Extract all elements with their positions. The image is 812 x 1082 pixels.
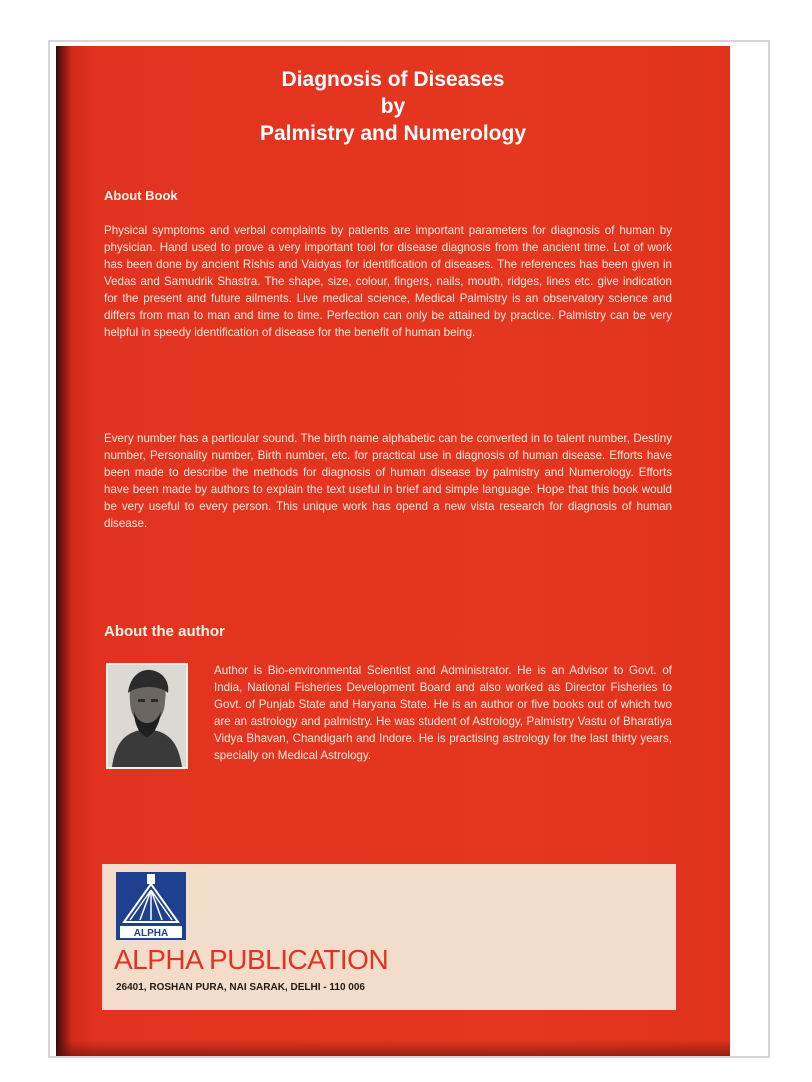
about-book-heading: About Book [104,188,178,203]
title-line-3: Palmistry and Numerology [259,122,527,145]
about-author-heading: About the author [104,623,225,640]
about-author-block [104,662,672,782]
book-back-cover [56,46,730,1056]
alpha-logo [116,872,186,940]
publisher-address: 26401, ROSHAN PURA, NAI SARAK, DELHI - 110 006 [116,982,365,993]
author-photo [106,663,188,769]
about-book-paragraph-2: Every number has a particular sound. The birth name alphabetic can be converted in to talent number, Destiny number, Personality number, Birth number, etc. for practical use in diagnosis of human disease. Efforts have been made to describe the methods for diagnosis of human disease by palmistry and Numerology. Efforts have been made by authors to explain the text useful in brief and simple language. Hope that this book would be very useful to every person. This unique work has opend a new vista research for diagnosis of human disease. [104,432,672,530]
publisher-band [102,864,676,1010]
about-author-text: Author is Bio-environmental Scientist and Administrator. He is an Advisor to Govt. of India, National Fisheries Development Board and also worked as Director Fisheries to Govt. of Punjab State and Haryana State. He is an author or five books out of which two are an astrology and palmistry. He was student of Astrology, Palmistry Vastu of Bharatiya Vidya Bhavan, Chandigarh and Indore. He is practising astrology for the last thirty years, specially on Medical Astrology. [214,664,672,762]
title-line-1: Diagnosis of Diseases [281,68,505,91]
title-line-2: by [380,95,406,118]
about-book-paragraph-1: Physical symptoms and verbal complaints by patients are important parameters for diagnosis of human by physician. Hand used to prove a very important tool for disease diagnosis from the ancient time. Lot of work has been done by ancient Rishis and Vaidyas for identification of diseases. The references has been given in Vedas and Samudrik Shastra. The shape, size, colour, fingers, nails, mouth, ridges, lines etc. give indication for the present and future ailments. Live medical science, Medical Palmistry is an observatory science and differs from man to man and time to time. Perfection can only be attained by practice. Palmistry can be very helpful in speedy identification of disease for the benefit of human being. [104,224,672,339]
book-title [56,66,730,147]
logo-text: ALPHA [133,928,169,939]
publisher-name: ALPHA PUBLICATION [114,944,389,975]
